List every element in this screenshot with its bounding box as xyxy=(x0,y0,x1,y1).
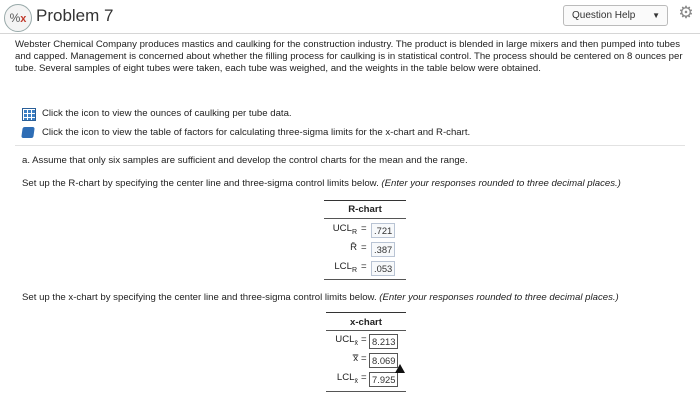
x-chart-instruction-text: Set up the x-chart by specifying the center line and three-sigma control limits below. xyxy=(22,292,377,303)
x-lcl-input[interactable]: 7.925 xyxy=(369,372,398,387)
x-chart-table xyxy=(326,312,406,394)
r-chart-ucl-row xyxy=(324,223,406,238)
equals-sign: = xyxy=(361,261,367,272)
grid-icon[interactable] xyxy=(22,108,36,121)
table-top-rule xyxy=(326,312,406,313)
x-chart-lcl-row xyxy=(326,372,406,387)
equals-sign: = xyxy=(361,334,367,345)
part-a-text: a. Assume that only six samples are sufficient and develop the control charts for the mean and the range. xyxy=(22,155,468,166)
r-chart-instruction-note: (Enter your responses rounded to three decimal places.) xyxy=(381,178,621,189)
x-lcl-label: $LCL_{x̄}$ xyxy=(336,372,358,385)
x-double-bar-input[interactable]: 8.069 xyxy=(369,353,398,368)
x-chart-ucl-row xyxy=(326,334,406,349)
r-chart-table xyxy=(324,200,406,280)
r-chart-heading: R-chart xyxy=(348,204,382,215)
r-lcl-label: $LCL_R$ xyxy=(334,261,357,274)
x-double-bar-label: x̿ xyxy=(353,353,358,364)
document-icon[interactable] xyxy=(21,127,35,138)
r-chart-instruction-text: Set up the R-chart by specifying the center line and three-sigma control limits below. xyxy=(22,178,379,189)
incorrect-mark-icon: x xyxy=(20,13,27,25)
section-divider xyxy=(15,145,685,146)
x-ucl-label: $UCL_{x̄}$ xyxy=(335,334,358,347)
r-lcl-input[interactable]: .053 xyxy=(371,261,395,276)
table-bottom-rule xyxy=(324,279,406,280)
factors-table-link-label[interactable]: Click the icon to view the table of factors for calculating three-sigma limits for the x-chart and R-chart. xyxy=(42,127,471,138)
equals-sign: = xyxy=(361,372,367,383)
x-chart-instruction xyxy=(22,292,619,303)
r-chart-center-row xyxy=(324,242,406,257)
problem-statement: Webster Chemical Company produces mastics and caulking for the construction industry. The product is blended in large mixers and then pumped into tubes and capped. Management is concerned about whether the filling process for caulking is in statistical control. The process should be centered on 8 ounces per tube. Several samples of eight tubes were taken, each tube was weighed, and the weights in the table below were obtained. xyxy=(15,39,683,74)
equals-sign: = xyxy=(361,223,367,234)
header-bar xyxy=(0,0,700,34)
x-chart-instruction-note: (Enter your responses rounded to three decimal places.) xyxy=(379,292,619,303)
x-chart-heading: x-chart xyxy=(350,317,382,328)
score-badge-icon xyxy=(4,4,32,32)
table-header-rule xyxy=(326,330,406,331)
r-bar-label: R̄ xyxy=(350,242,357,253)
mouse-cursor-icon xyxy=(395,364,405,373)
r-ucl-label: $UCL_R$ xyxy=(332,223,357,236)
x-ucl-input[interactable]: 8.213 xyxy=(369,334,398,349)
equals-sign: = xyxy=(361,353,367,364)
r-chart-instruction xyxy=(22,178,621,189)
question-help-button[interactable] xyxy=(563,5,668,26)
r-chart-lcl-row xyxy=(324,261,406,276)
table-bottom-rule xyxy=(326,391,406,392)
table-header-rule xyxy=(324,218,406,219)
r-ucl-input[interactable]: .721 xyxy=(371,223,395,238)
question-help-label: Question Help xyxy=(572,10,636,21)
r-bar-input[interactable]: .387 xyxy=(371,242,395,257)
gear-icon[interactable]: ⚙ xyxy=(678,3,694,22)
equals-sign: = xyxy=(361,242,367,253)
data-table-link-label[interactable]: Click the icon to view the ounces of caulking per tube data. xyxy=(42,108,292,119)
chevron-down-icon: ▼ xyxy=(652,11,660,20)
table-top-rule xyxy=(324,200,406,201)
header-divider xyxy=(0,33,700,34)
problem-title: Problem 7 xyxy=(36,6,114,25)
x-chart-center-row xyxy=(326,353,406,368)
percent-symbol: % xyxy=(9,11,21,25)
